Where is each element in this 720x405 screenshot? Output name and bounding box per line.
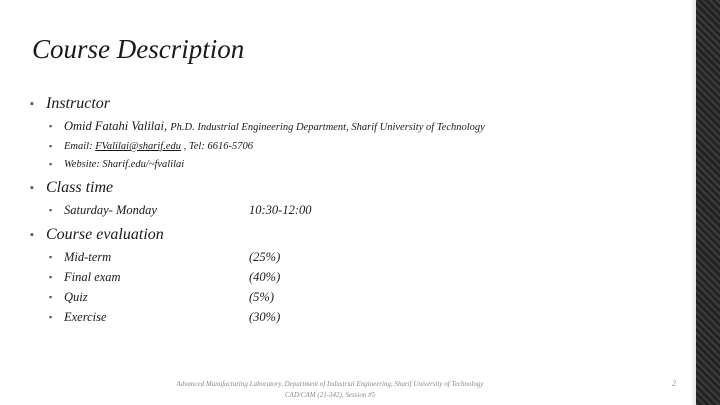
evaluation-weight: (30%) [249,310,281,324]
sub-bullet-icon: ▪ [49,312,53,322]
tel-text: , Tel: 6616-5706 [183,141,253,152]
section-heading: Class time [46,179,114,196]
instructor-affiliation: Ph.D. Industrial Engineering Department, Sharif University of Technology [170,122,485,133]
instructor-name-line [30,118,670,136]
sub-bullet-icon: ▪ [49,205,53,215]
evaluation-label: Mid-term [64,250,112,264]
class-days: Saturday- Monday [64,203,157,217]
section-instructor [30,94,670,114]
sub-bullet-icon: ▪ [49,292,53,302]
section-heading: Course evaluation [46,226,164,243]
sub-bullet-icon: ▪ [49,272,53,282]
evaluation-weight: (5%) [249,290,274,304]
email-label: Email: [64,141,93,152]
section-heading: Instructor [46,95,110,112]
bullet-icon: ▪ [30,98,34,110]
evaluation-item [30,289,670,306]
evaluation-weight: (25%) [249,250,281,264]
evaluation-weight: (40%) [249,270,281,284]
slide-title: Course Description [32,34,245,64]
website-text: Website: Sharif.edu/~fvalilai [64,159,185,170]
sub-bullet-icon: ▪ [49,252,53,262]
evaluation-item [30,309,670,326]
class-time-line [30,202,670,219]
email-link[interactable]: FValilai@sharif.edu [95,141,181,152]
footer-course: CAD/CAM (21-342), Session #5 [284,391,376,399]
instructor-name: Omid Fatahi Valilai, [64,119,168,133]
sub-bullet-icon: ▪ [49,141,53,151]
evaluation-label: Quiz [64,290,88,304]
sub-bullet-icon: ▪ [49,121,53,131]
instructor-contact-line [30,139,670,154]
bullet-icon: ▪ [30,229,34,241]
slide-content [30,94,670,329]
bullet-icon: ▪ [30,182,34,194]
sub-bullet-icon: ▪ [49,159,53,169]
footer-affiliation: Advanced Manufacturing Laboratory, Department of Industrial Engineering, Sharif University of Technology [176,380,484,388]
evaluation-label: Exercise [64,310,107,324]
evaluation-item [30,249,670,266]
section-class-time [30,178,670,198]
section-course-evaluation [30,225,670,245]
evaluation-label: Final exam [64,270,121,284]
page-number: 2 [672,379,676,388]
decorative-side-strip [696,0,720,405]
evaluation-item [30,269,670,286]
instructor-website-line [30,157,670,172]
class-hours: 10:30-12:00 [249,203,312,217]
